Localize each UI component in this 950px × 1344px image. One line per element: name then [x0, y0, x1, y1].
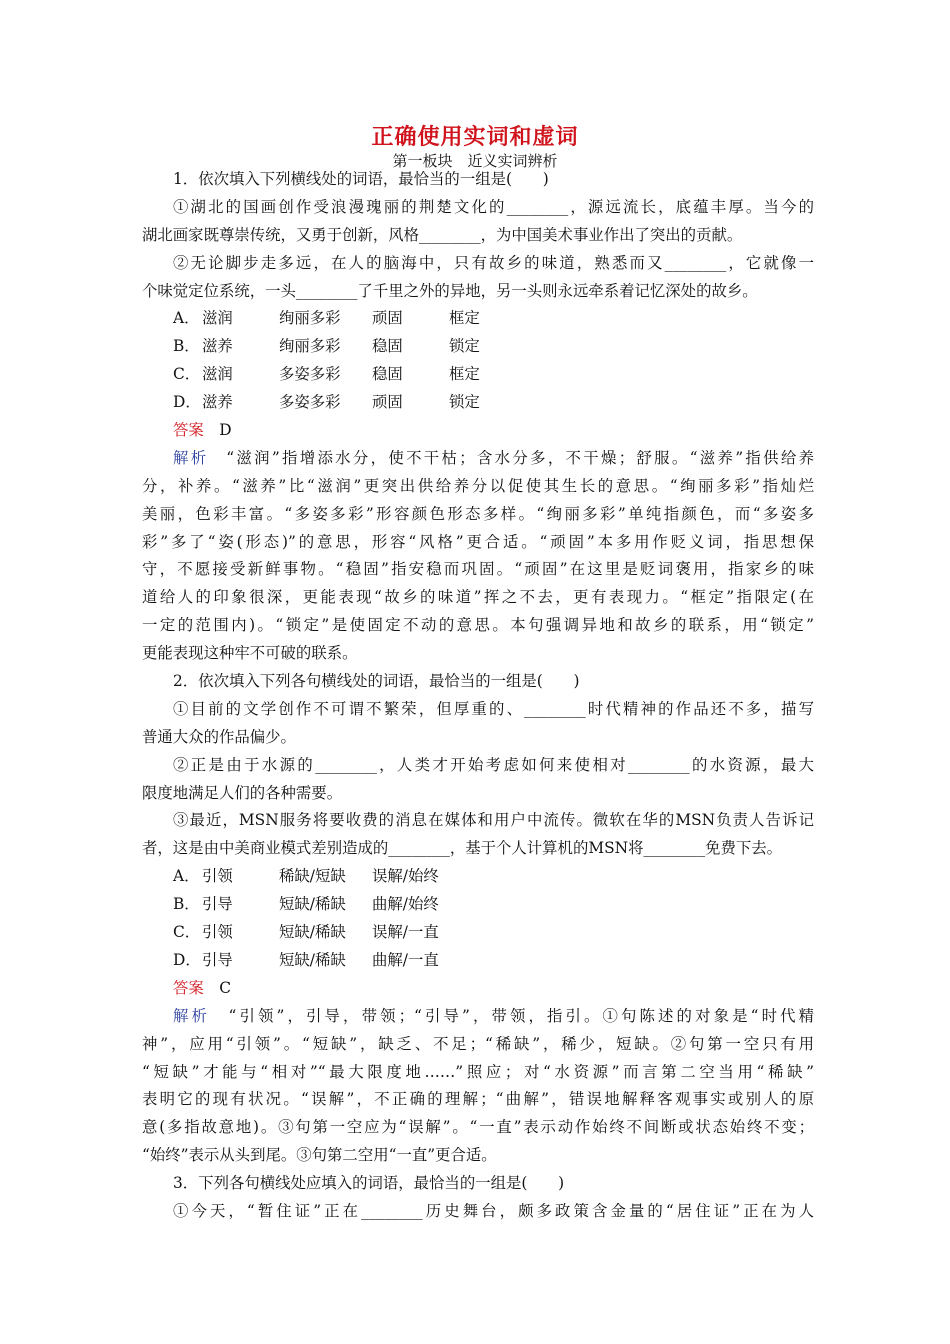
answer-label: 答案 [173, 978, 204, 997]
question-2-sentence-1-line: ①目前的文学创作不可谓不繁荣，但厚重的、________时代精神的作品还不多，描写 [173, 699, 814, 718]
answer-value: C [219, 978, 231, 997]
question-2-sentence-2-line: ②正是由于水源的________，人类才开始考虑如何来使相对________的水资源，最大 [173, 755, 814, 774]
explanation-label: 解析 [173, 1006, 211, 1025]
question-1-explanation-line: 彩”多了“姿(形态)”的意思，形容“风格”更合适。“顽固”本多用作贬义词，指思想保 [142, 532, 814, 551]
question-1-sentence-2-line: 个味觉定位系统，一头________了千里之外的异地，另一头则永远牵系着记忆深处的故乡。 [142, 281, 758, 300]
question-1-sentence-1-line: ①湖北的国画创作受浪漫瑰丽的荆楚文化的________，源远流长，底蕴丰厚。当今的 [173, 197, 814, 216]
question-2-explanation-line: 表明它的现有状况。“误解”，不正确的理解；“曲解”，错误地解释客观事实或别人的原 [142, 1090, 814, 1109]
question-2-sentence-2-line: 限度地满足人们的各种需要。 [142, 783, 343, 802]
question-2-explanation-line: “始终”表示从头到尾。③句第二空用“一直”更合适。 [142, 1146, 497, 1165]
question-1-explanation-line: 解析 “滋润”指增添水分，使不干枯；含水分多，不干燥；舒服。“滋养”指供给养 [173, 448, 814, 467]
question-1-option-b: B． 滋养 绚丽多彩 稳固 锁定 [173, 337, 480, 356]
question-1-explanation-line: 守，不愿接受新鲜事物。“稳固”指安稳而巩固。“顽固”在这里是贬词褒用，指家乡的味 [142, 560, 814, 579]
question-1-sentence-1-line: 湖北画家既尊崇传统，又勇于创新，风格________，为中国美术事业作出了突出的贡献。 [142, 225, 743, 244]
question-2-option-c: C． 引领 短缺/稀缺 误解/一直 [173, 923, 439, 942]
question-1-option-d: D．滋养 多姿多彩 顽固 锁定 [173, 393, 480, 412]
question-2-sentence-3-line: 者，这是由中美商业模式差别造成的________，基于个人计算机的MSN将________免费下去。 [142, 839, 783, 858]
question-2-stem: 2．依次填入下列各句横线处的词语，最恰当的一组是( ) [173, 672, 580, 691]
question-1-option-c: C． 滋润 多姿多彩 稳固 框定 [173, 365, 480, 384]
question-1-answer [142, 417, 814, 445]
question-2-sentence-3-line: ③最近，MSN服务将要收费的消息在媒体和用户中流传。微软在华的MSN负责人告诉记 [173, 811, 814, 830]
question-2-answer [142, 975, 814, 1003]
question-1-explanation-line: 美丽，色彩丰富。“多姿多彩”形容颜色形态多样。“绚丽多彩”单纯指颜色，而“多姿多 [142, 504, 814, 523]
question-1-explanation-line: 更能表现这种牢不可破的联系。 [142, 644, 358, 663]
question-1-stem: 1．依次填入下列横线处的词语，最恰当的一组是( ) [173, 170, 549, 188]
question-1-sentence-2-line: ②无论脚步走多远，在人的脑海中，只有故乡的味道，熟悉而又________，它就像一 [173, 253, 814, 272]
question-1-explanation-line: 一定的范围内)。“锁定”是使固定不动的意思。本句强调异地和故乡的联系，用“锁定” [142, 616, 814, 635]
explanation-label: 解析 [173, 448, 209, 467]
question-2-explanation-line: 神”，应用“引领”。“短缺”，缺乏、不足；“稀缺”，稀少，短缺。②句第一空只有用 [142, 1034, 814, 1053]
section-subtitle: 第一板块 近义实词辨析 [392, 152, 558, 170]
question-2-option-d: D．引导 短缺/稀缺 曲解/一直 [173, 950, 439, 969]
question-2-explanation-line: 意(多指故意地)。③句第一空应为“误解”。“一直”表示动作始终不间断或状态始终不变； [142, 1118, 814, 1137]
document-body [142, 166, 814, 1226]
page-title: 正确使用实词和虚词 [371, 125, 579, 150]
question-2-option-b: B． 引导 短缺/稀缺 曲解/始终 [173, 895, 439, 914]
question-2-sentence-1-line: 普通大众的作品偏少。 [142, 727, 296, 746]
question-1-option-a: A． 滋润 绚丽多彩 顽固 框定 [173, 309, 480, 328]
question-2-explanation-line: 解析 “引领”，引导，带领；“引导”，带领，指引。①句陈述的对象是“时代精 [173, 1006, 814, 1025]
question-1-explanation-line: 分，补养。“滋养”比“滋润”更突出供给养分以促使其生长的意思。“绚丽多彩”指灿烂 [142, 476, 814, 495]
answer-value: D [219, 421, 232, 440]
question-3-sentence-1-line: ①今天，“暂住证”正在________历史舞台，颇多政策含金量的“居住证”正在为人 [173, 1201, 814, 1220]
question-2-option-a: A． 引领 稀缺/短缺 误解/始终 [173, 867, 439, 886]
question-2-explanation-line: “短缺”才能与“相对”“最大限度地……”照应；对“水资源”而言第二空当用“稀缺” [142, 1062, 814, 1081]
answer-label: 答案 [173, 421, 204, 440]
question-1-explanation-line: 道给人的印象很深，更能表现“故乡的味道”挥之不去，更有表现力。“框定”指限定(在 [142, 588, 814, 607]
question-3-stem: 3．下列各句横线处应填入的词语，最恰当的一组是( ) [173, 1174, 565, 1193]
